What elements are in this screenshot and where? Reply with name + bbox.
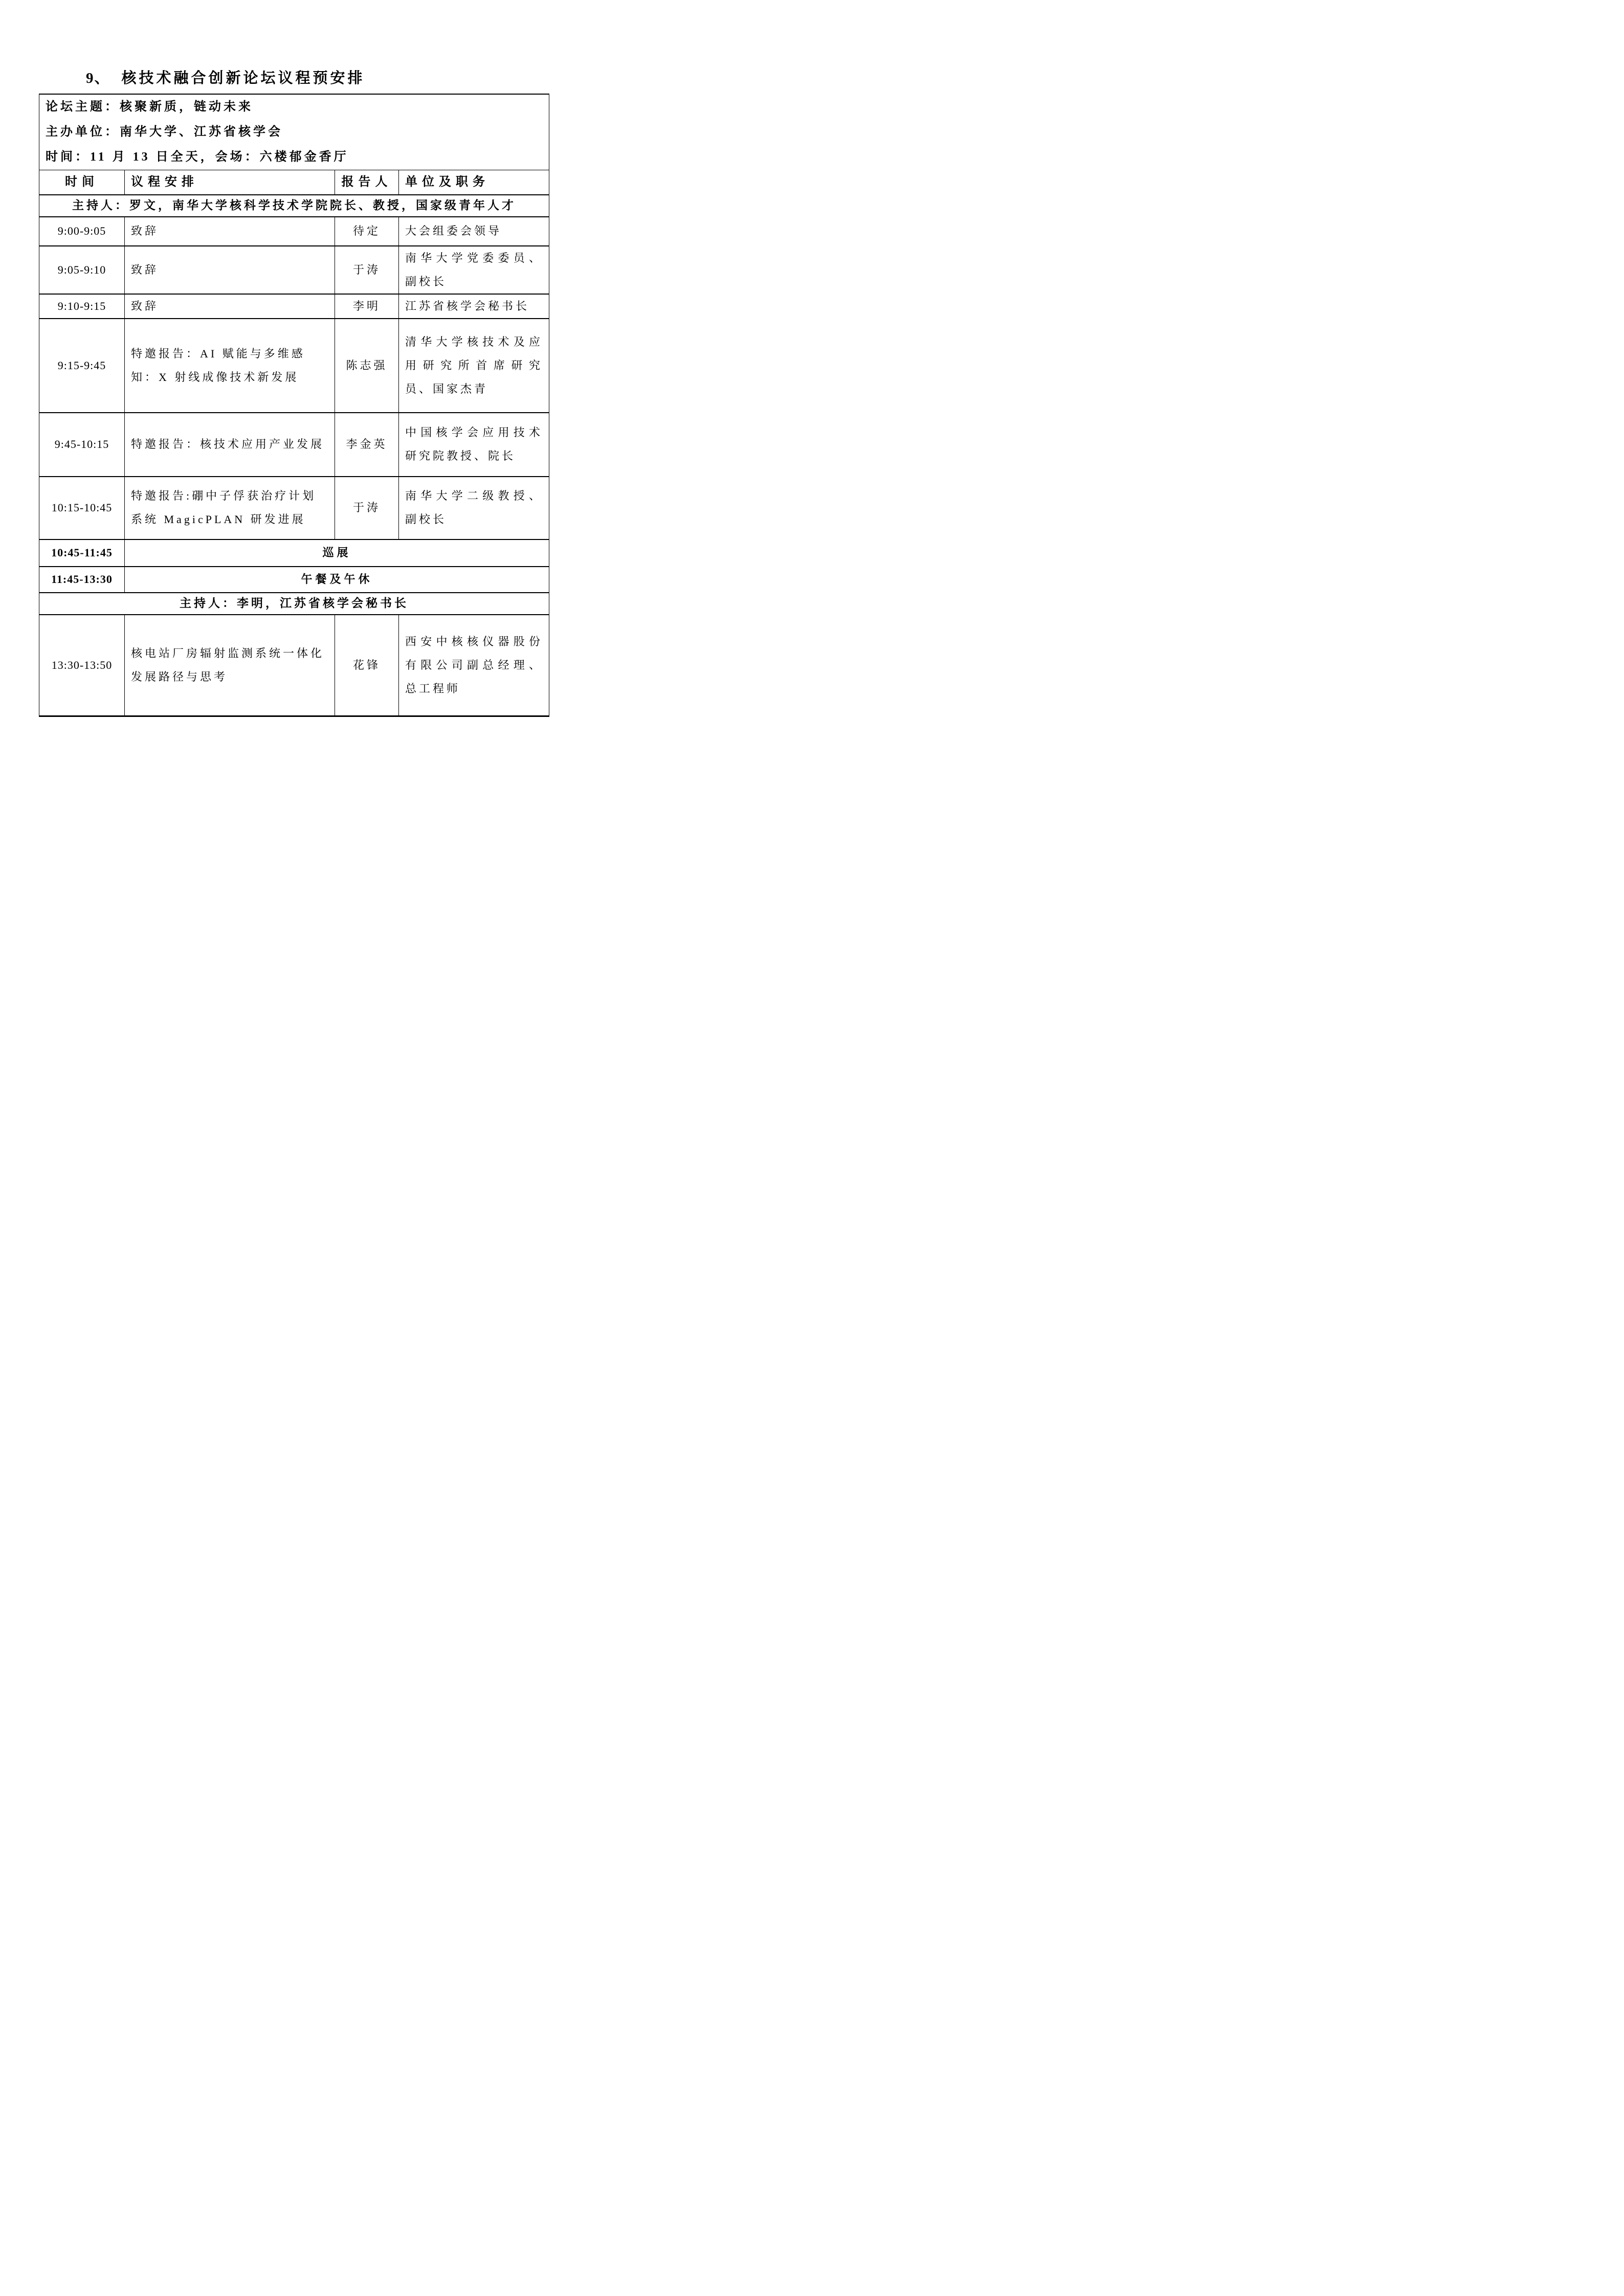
cell-speaker: 于涛 bbox=[335, 477, 399, 539]
forum-time-venue: 时间：11 月 13 日全天，会场：六楼郁金香厅 bbox=[46, 150, 349, 164]
exhibition-row bbox=[39, 539, 549, 567]
forum-theme: 论坛主题：核聚新质，链动未来 bbox=[46, 100, 253, 114]
cell-agenda: 致辞 bbox=[125, 217, 335, 246]
lunch-label: 午餐及午休 bbox=[125, 567, 549, 593]
lunch-row bbox=[39, 567, 549, 593]
header-agenda: 议程安排 bbox=[125, 170, 335, 195]
moderator-morning-text: 主持人：罗文，南华大学核科学技术学院院长、教授，国家级青年人才 bbox=[39, 195, 549, 217]
cell-agenda: 特邀报告：AI 赋能与多维感知：X 射线成像技术新发展 bbox=[125, 319, 335, 413]
table-row bbox=[39, 319, 549, 413]
cell-agenda: 核电站厂房辐射监测系统一体化发展路径与思考 bbox=[125, 615, 335, 716]
table-header-row bbox=[39, 170, 549, 195]
page-title-number: 9、 bbox=[86, 70, 110, 86]
cell-time: 9:00-9:05 bbox=[39, 217, 125, 246]
cell-agenda: 致辞 bbox=[125, 294, 335, 319]
cell-speaker: 陈志强 bbox=[335, 319, 399, 413]
header-affiliation: 单位及职务 bbox=[399, 170, 549, 195]
cell-time: 10:15-10:45 bbox=[39, 477, 125, 539]
cell-speaker: 李金英 bbox=[335, 413, 399, 477]
cell-affiliation: 中国核学会应用技术研究院教授、院长 bbox=[399, 413, 549, 477]
table-row bbox=[39, 615, 549, 716]
cell-affiliation: 大会组委会领导 bbox=[399, 217, 549, 246]
cell-affiliation: 西安中核核仪器股份有限公司副总经理、总工程师 bbox=[399, 615, 549, 716]
cell-time: 9:45-10:15 bbox=[39, 413, 125, 477]
page-title bbox=[86, 66, 365, 87]
page-title-text: 核技术融合创新论坛议程预安排 bbox=[121, 70, 365, 86]
forum-info-row bbox=[39, 94, 549, 170]
exhibition-label: 巡展 bbox=[125, 539, 549, 567]
cell-affiliation: 清华大学核技术及应用研究所首席研究员、国家杰青 bbox=[399, 319, 549, 413]
table-row bbox=[39, 217, 549, 246]
cell-agenda: 致辞 bbox=[125, 246, 335, 294]
table-row bbox=[39, 246, 549, 294]
moderator-afternoon-text: 主持人：李明，江苏省核学会秘书长 bbox=[39, 593, 549, 615]
cell-affiliation: 南华大学二级教授、副校长 bbox=[399, 477, 549, 539]
cell-speaker: 李明 bbox=[335, 294, 399, 319]
document-page bbox=[0, 0, 574, 812]
cell-agenda: 特邀报告：核技术应用产业发展 bbox=[125, 413, 335, 477]
table-row bbox=[39, 294, 549, 319]
moderator-row-morning bbox=[39, 195, 549, 217]
cell-agenda: 特邀报告:硼中子俘获治疗计划系统 MagicPLAN 研发进展 bbox=[125, 477, 335, 539]
cell-time: 10:45-11:45 bbox=[39, 539, 125, 567]
table-row bbox=[39, 477, 549, 539]
cell-time: 11:45-13:30 bbox=[39, 567, 125, 593]
cell-speaker: 待定 bbox=[335, 217, 399, 246]
agenda-table bbox=[39, 94, 549, 717]
cell-time: 9:05-9:10 bbox=[39, 246, 125, 294]
cell-time: 9:10-9:15 bbox=[39, 294, 125, 319]
forum-info-cell bbox=[39, 94, 549, 170]
cell-time: 13:30-13:50 bbox=[39, 615, 125, 716]
cell-time: 9:15-9:45 bbox=[39, 319, 125, 413]
cell-affiliation: 江苏省核学会秘书长 bbox=[399, 294, 549, 319]
cell-affiliation: 南华大学党委委员、副校长 bbox=[399, 246, 549, 294]
header-speaker: 报告人 bbox=[335, 170, 399, 195]
cell-speaker: 花锋 bbox=[335, 615, 399, 716]
header-time: 时间 bbox=[39, 170, 125, 195]
moderator-row-afternoon bbox=[39, 593, 549, 615]
table-row bbox=[39, 413, 549, 477]
forum-organizer: 主办单位：南华大学、江苏省核学会 bbox=[46, 125, 283, 139]
cell-speaker: 于涛 bbox=[335, 246, 399, 294]
